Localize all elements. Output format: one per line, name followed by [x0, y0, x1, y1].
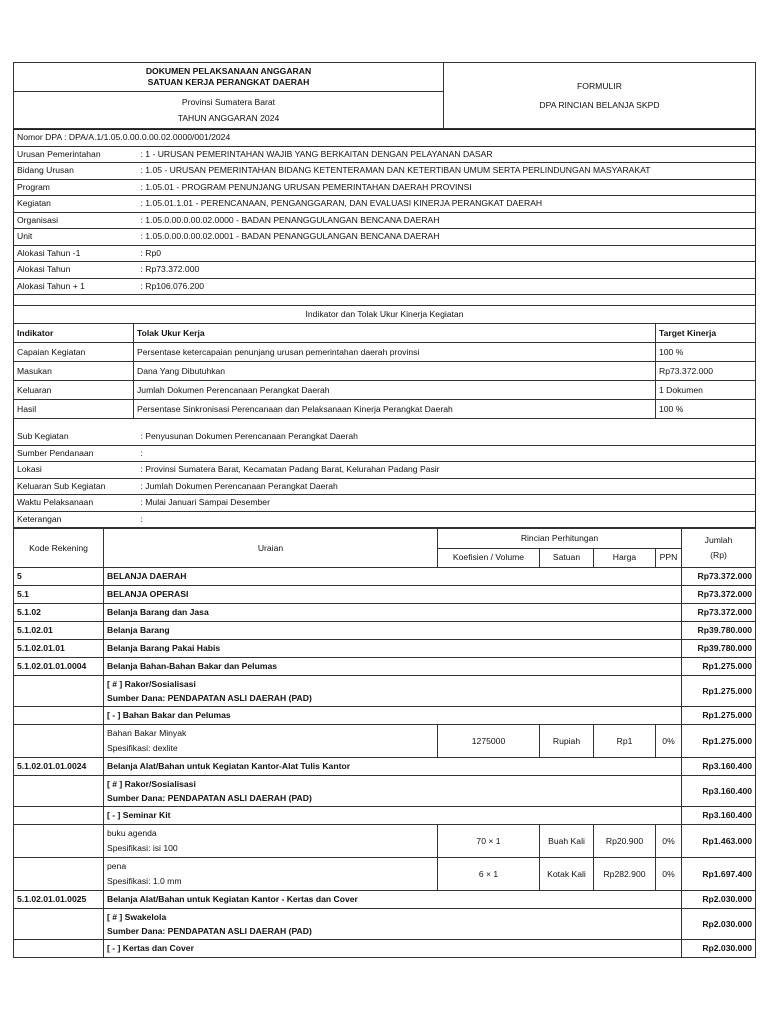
- meta-row: [14, 179, 756, 196]
- jumlah: Rp73.372.000: [682, 586, 756, 604]
- jumlah: Rp1.463.000: [682, 825, 756, 858]
- harga: Rp20.900: [594, 825, 656, 858]
- rincian-row: [14, 658, 756, 676]
- item-name: Bahan Bakar Minyak: [107, 728, 187, 739]
- sub-value: :: [138, 445, 756, 462]
- group-source: Sumber Dana: PENDAPATAN ASLI DAERAH (PAD): [107, 792, 312, 803]
- sub-key: Sub Kegiatan: [14, 429, 138, 445]
- meta-key: Kegiatan: [14, 196, 138, 213]
- group-title: [ # ] Rakor/Sosialisasi: [107, 678, 196, 689]
- header-jumlah-line1: Jumlah: [704, 535, 733, 546]
- header-indikator: Indikator: [14, 324, 134, 343]
- group-uraian: [104, 676, 682, 707]
- rincian-row: [14, 807, 756, 825]
- meta-value: : 1 - URUSAN PEMERINTAHAN WAJIB YANG BERKAITAN DENGAN PELAYANAN DASAR: [138, 146, 756, 163]
- header-uraian: Uraian: [104, 529, 438, 568]
- sub-uraian: [ - ] Bahan Bakar dan Pelumas: [104, 707, 682, 725]
- header-rincian: Rincian Perhitungan: [438, 529, 682, 549]
- rincian-row: [14, 909, 756, 940]
- rincian-row: [14, 858, 756, 891]
- sub-value: : Jumlah Dokumen Perencanaan Perangkat Daerah: [138, 478, 756, 495]
- rincian-row: [14, 676, 756, 707]
- indikator-row: [14, 343, 756, 362]
- rincian-row: [14, 758, 756, 776]
- jumlah: Rp2.030.000: [682, 940, 756, 958]
- indikator-table: [13, 305, 756, 419]
- rincian-row: [14, 622, 756, 640]
- item-uraian: [104, 858, 438, 891]
- sub-row: [14, 478, 756, 495]
- satuan: Rupiah: [540, 725, 594, 758]
- header-title: [14, 63, 444, 92]
- meta-row: [14, 196, 756, 213]
- meta-key: Organisasi: [14, 212, 138, 229]
- rincian-row: [14, 604, 756, 622]
- item-spec: Spesifikasi: 1.0 mm: [107, 876, 182, 886]
- header-target: Target Kinerja: [655, 324, 755, 343]
- sub-key: Keluaran Sub Kegiatan: [14, 478, 138, 495]
- jumlah: Rp1.275.000: [682, 676, 756, 707]
- kode-rekening: 5.1: [14, 586, 104, 604]
- meta-value: : 1.05.0.00.0.00.02.0000 - BADAN PENANGGULANGAN BENCANA DAERAH: [138, 212, 756, 229]
- meta-row: [14, 146, 756, 163]
- spacer: [13, 419, 756, 429]
- rincian-row: [14, 586, 756, 604]
- header-jumlah-line2: (Rp): [710, 550, 727, 560]
- header-province-year: [14, 92, 444, 129]
- tolak-ukur-cell: Persentase Sinkronisasi Perencanaan dan Pelaksanaan Kinerja Perangkat Daerah: [134, 400, 656, 419]
- header-ppn: PPN: [656, 548, 682, 568]
- nomor-dpa: Nomor DPA : DPA/A.1/1.05.0.00.0.00.02.0000/001/2024: [14, 130, 756, 147]
- sub-row: [14, 495, 756, 512]
- satuan: Buah Kali: [540, 825, 594, 858]
- meta-key: Bidang Urusan: [14, 163, 138, 180]
- jumlah: Rp73.372.000: [682, 568, 756, 586]
- kode-rekening-empty: [14, 940, 104, 958]
- jumlah: Rp39.780.000: [682, 640, 756, 658]
- indikator-row: [14, 400, 756, 419]
- tolak-ukur-cell: Dana Yang Dibutuhkan: [134, 362, 656, 381]
- title-line2: SATUAN KERJA PERANGKAT DAERAH: [147, 77, 310, 87]
- target-cell: 100 %: [655, 343, 755, 362]
- tolak-ukur-cell: Jumlah Dokumen Perencanaan Perangkat Daerah: [134, 381, 656, 400]
- rincian-table: [13, 528, 756, 958]
- sub-key: Waktu Pelaksanaan: [14, 495, 138, 512]
- kode-rekening-empty: [14, 807, 104, 825]
- kode-rekening: 5.1.02.01: [14, 622, 104, 640]
- meta-row: [14, 229, 756, 246]
- kode-rekening-empty: [14, 858, 104, 891]
- indikator-caption: Indikator dan Tolak Ukur Kinerja Kegiatan: [14, 306, 756, 324]
- meta-table: [13, 129, 756, 295]
- sub-value: : Penyusunan Dokumen Perencanaan Perangkat Daerah: [138, 429, 756, 445]
- sub-row: [14, 511, 756, 528]
- dpa-document: [13, 62, 756, 958]
- kode-rekening-empty: [14, 707, 104, 725]
- jumlah: Rp3.160.400: [682, 758, 756, 776]
- item-name: buku agenda: [107, 828, 157, 839]
- item-name: pena: [107, 861, 127, 872]
- meta-key: Program: [14, 179, 138, 196]
- tolak-ukur-cell: Persentase ketercapaian penunjang urusan pemerintahan daerah provinsi: [134, 343, 656, 362]
- kode-rekening: 5.1.02.01.01.0025: [14, 891, 104, 909]
- year: TAHUN ANGGARAN 2024: [177, 112, 280, 123]
- meta-value: : Rp73.372.000: [138, 262, 756, 279]
- sub-row: [14, 429, 756, 445]
- sub-key: Lokasi: [14, 462, 138, 479]
- meta-value: : 1.05.01 - PROGRAM PENUNJANG URUSAN PEMERINTAHAN DAERAH PROVINSI: [138, 179, 756, 196]
- jumlah: Rp1.275.000: [682, 725, 756, 758]
- meta-key: Alokasi Tahun: [14, 262, 138, 279]
- jumlah: Rp2.030.000: [682, 891, 756, 909]
- title-line1: DOKUMEN PELAKSANAAN ANGGARAN: [145, 66, 312, 77]
- uraian: BELANJA OPERASI: [104, 586, 682, 604]
- meta-row: [14, 245, 756, 262]
- group-title: [ # ] Rakor/Sosialisasi: [107, 778, 196, 789]
- jumlah: Rp2.030.000: [682, 909, 756, 940]
- group-title: [ # ] Swakelola: [107, 911, 167, 922]
- meta-row: [14, 163, 756, 180]
- meta-value: : 1.05.01.1.01 - PERENCANAAN, PENGANGGARAN, DAN EVALUASI KINERJA PERANGKAT DAERAH: [138, 196, 756, 213]
- indikator-cell: Capaian Kegiatan: [14, 343, 134, 362]
- koefisien: 1275000: [438, 725, 540, 758]
- sub-row: [14, 462, 756, 479]
- indikator-cell: Masukan: [14, 362, 134, 381]
- sub-kegiatan-table: [13, 429, 756, 528]
- indikator-row: [14, 362, 756, 381]
- header-harga: Harga: [594, 548, 656, 568]
- jumlah: Rp1.697.400: [682, 858, 756, 891]
- rincian-row: [14, 568, 756, 586]
- ppn: 0%: [656, 725, 682, 758]
- sub-value: :: [138, 511, 756, 528]
- target-cell: 1 Dokumen: [655, 381, 755, 400]
- rincian-row: [14, 640, 756, 658]
- province: Provinsi Sumatera Barat: [181, 96, 276, 107]
- header-kode-rekening: Kode Rekening: [14, 529, 104, 568]
- rincian-row: [14, 940, 756, 958]
- ppn: 0%: [656, 825, 682, 858]
- sub-uraian: [ - ] Kertas dan Cover: [104, 940, 682, 958]
- jumlah: Rp1.275.000: [682, 658, 756, 676]
- meta-value: : 1.05 - URUSAN PEMERINTAHAN BIDANG KETENTERAMAN DAN KETERTIBAN UMUM SERTA PERLINDUNGAN MASYARAKAT: [138, 163, 756, 180]
- meta-row: [14, 278, 756, 295]
- sub-row: [14, 445, 756, 462]
- indikator-row: [14, 381, 756, 400]
- satuan: Kotak Kali: [540, 858, 594, 891]
- koefisien: 70 × 1: [438, 825, 540, 858]
- meta-key: Urusan Pemerintahan: [14, 146, 138, 163]
- sub-key: Keterangan: [14, 511, 138, 528]
- jumlah: Rp3.160.400: [682, 776, 756, 807]
- koefisien: 6 × 1: [438, 858, 540, 891]
- uraian: Belanja Alat/Bahan untuk Kegiatan Kantor - Kertas dan Cover: [104, 891, 682, 909]
- header-form: [444, 63, 756, 129]
- sub-value: : Provinsi Sumatera Barat, Kecamatan Padang Barat, Kelurahan Padang Pasir: [138, 462, 756, 479]
- sub-value: : Mulai Januari Sampai Desember: [138, 495, 756, 512]
- meta-row: [14, 212, 756, 229]
- harga: Rp282.900: [594, 858, 656, 891]
- kode-rekening-empty: [14, 776, 104, 807]
- meta-key: Alokasi Tahun + 1: [14, 278, 138, 295]
- rincian-row: [14, 776, 756, 807]
- harga: Rp1: [594, 725, 656, 758]
- kode-rekening: 5.1.02.01.01.0004: [14, 658, 104, 676]
- jumlah: Rp3.160.400: [682, 807, 756, 825]
- meta-key: Unit: [14, 229, 138, 246]
- meta-row: [14, 262, 756, 279]
- kode-rekening: 5.1.02.01.01.0024: [14, 758, 104, 776]
- uraian: Belanja Barang dan Jasa: [104, 604, 682, 622]
- kode-rekening-empty: [14, 825, 104, 858]
- uraian: BELANJA DAERAH: [104, 568, 682, 586]
- indikator-cell: Hasil: [14, 400, 134, 419]
- jumlah: Rp39.780.000: [682, 622, 756, 640]
- target-cell: Rp73.372.000: [655, 362, 755, 381]
- meta-value: : 1.05.0.00.0.00.02.0001 - BADAN PENANGGULANGAN BENCANA DAERAH: [138, 229, 756, 246]
- rincian-row: [14, 707, 756, 725]
- kode-rekening: 5.1.02.01.01: [14, 640, 104, 658]
- sub-uraian: [ - ] Seminar Kit: [104, 807, 682, 825]
- kode-rekening: 5.1.02: [14, 604, 104, 622]
- jumlah: Rp73.372.000: [682, 604, 756, 622]
- sub-key: Sumber Pendanaan: [14, 445, 138, 462]
- group-source: Sumber Dana: PENDAPATAN ASLI DAERAH (PAD): [107, 692, 312, 703]
- item-spec: Spesifikasi: dexlite: [107, 743, 178, 753]
- item-spec: Spesifikasi: isi 100: [107, 843, 178, 853]
- form-line1: FORMULIR: [577, 80, 622, 91]
- header-jumlah: [682, 529, 756, 568]
- item-uraian: [104, 825, 438, 858]
- meta-value: : Rp106.076.200: [138, 278, 756, 295]
- meta-value: : Rp0: [138, 245, 756, 262]
- document-header: [13, 62, 756, 129]
- header-tolak-ukur: Tolak Ukur Kerja: [134, 324, 656, 343]
- target-cell: 100 %: [655, 400, 755, 419]
- uraian: Belanja Barang Pakai Habis: [104, 640, 682, 658]
- form-line2: DPA RINCIAN BELANJA SKPD: [539, 99, 660, 110]
- rincian-row: [14, 725, 756, 758]
- uraian: Belanja Barang: [104, 622, 682, 640]
- uraian: Belanja Alat/Bahan untuk Kegiatan Kantor-Alat Tulis Kantor: [104, 758, 682, 776]
- rincian-row: [14, 825, 756, 858]
- header-satuan: Satuan: [540, 548, 594, 568]
- group-uraian: [104, 776, 682, 807]
- spacer: [13, 295, 756, 305]
- group-uraian: [104, 909, 682, 940]
- ppn: 0%: [656, 858, 682, 891]
- meta-key: Alokasi Tahun -1: [14, 245, 138, 262]
- group-source: Sumber Dana: PENDAPATAN ASLI DAERAH (PAD): [107, 925, 312, 936]
- kode-rekening-empty: [14, 676, 104, 707]
- uraian: Belanja Bahan-Bahan Bakar dan Pelumas: [104, 658, 682, 676]
- indikator-cell: Keluaran: [14, 381, 134, 400]
- item-uraian: [104, 725, 438, 758]
- rincian-row: [14, 891, 756, 909]
- jumlah: Rp1.275.000: [682, 707, 756, 725]
- kode-rekening-empty: [14, 909, 104, 940]
- kode-rekening-empty: [14, 725, 104, 758]
- header-koefisien: Koefisien / Volume: [438, 548, 540, 568]
- kode-rekening: 5: [14, 568, 104, 586]
